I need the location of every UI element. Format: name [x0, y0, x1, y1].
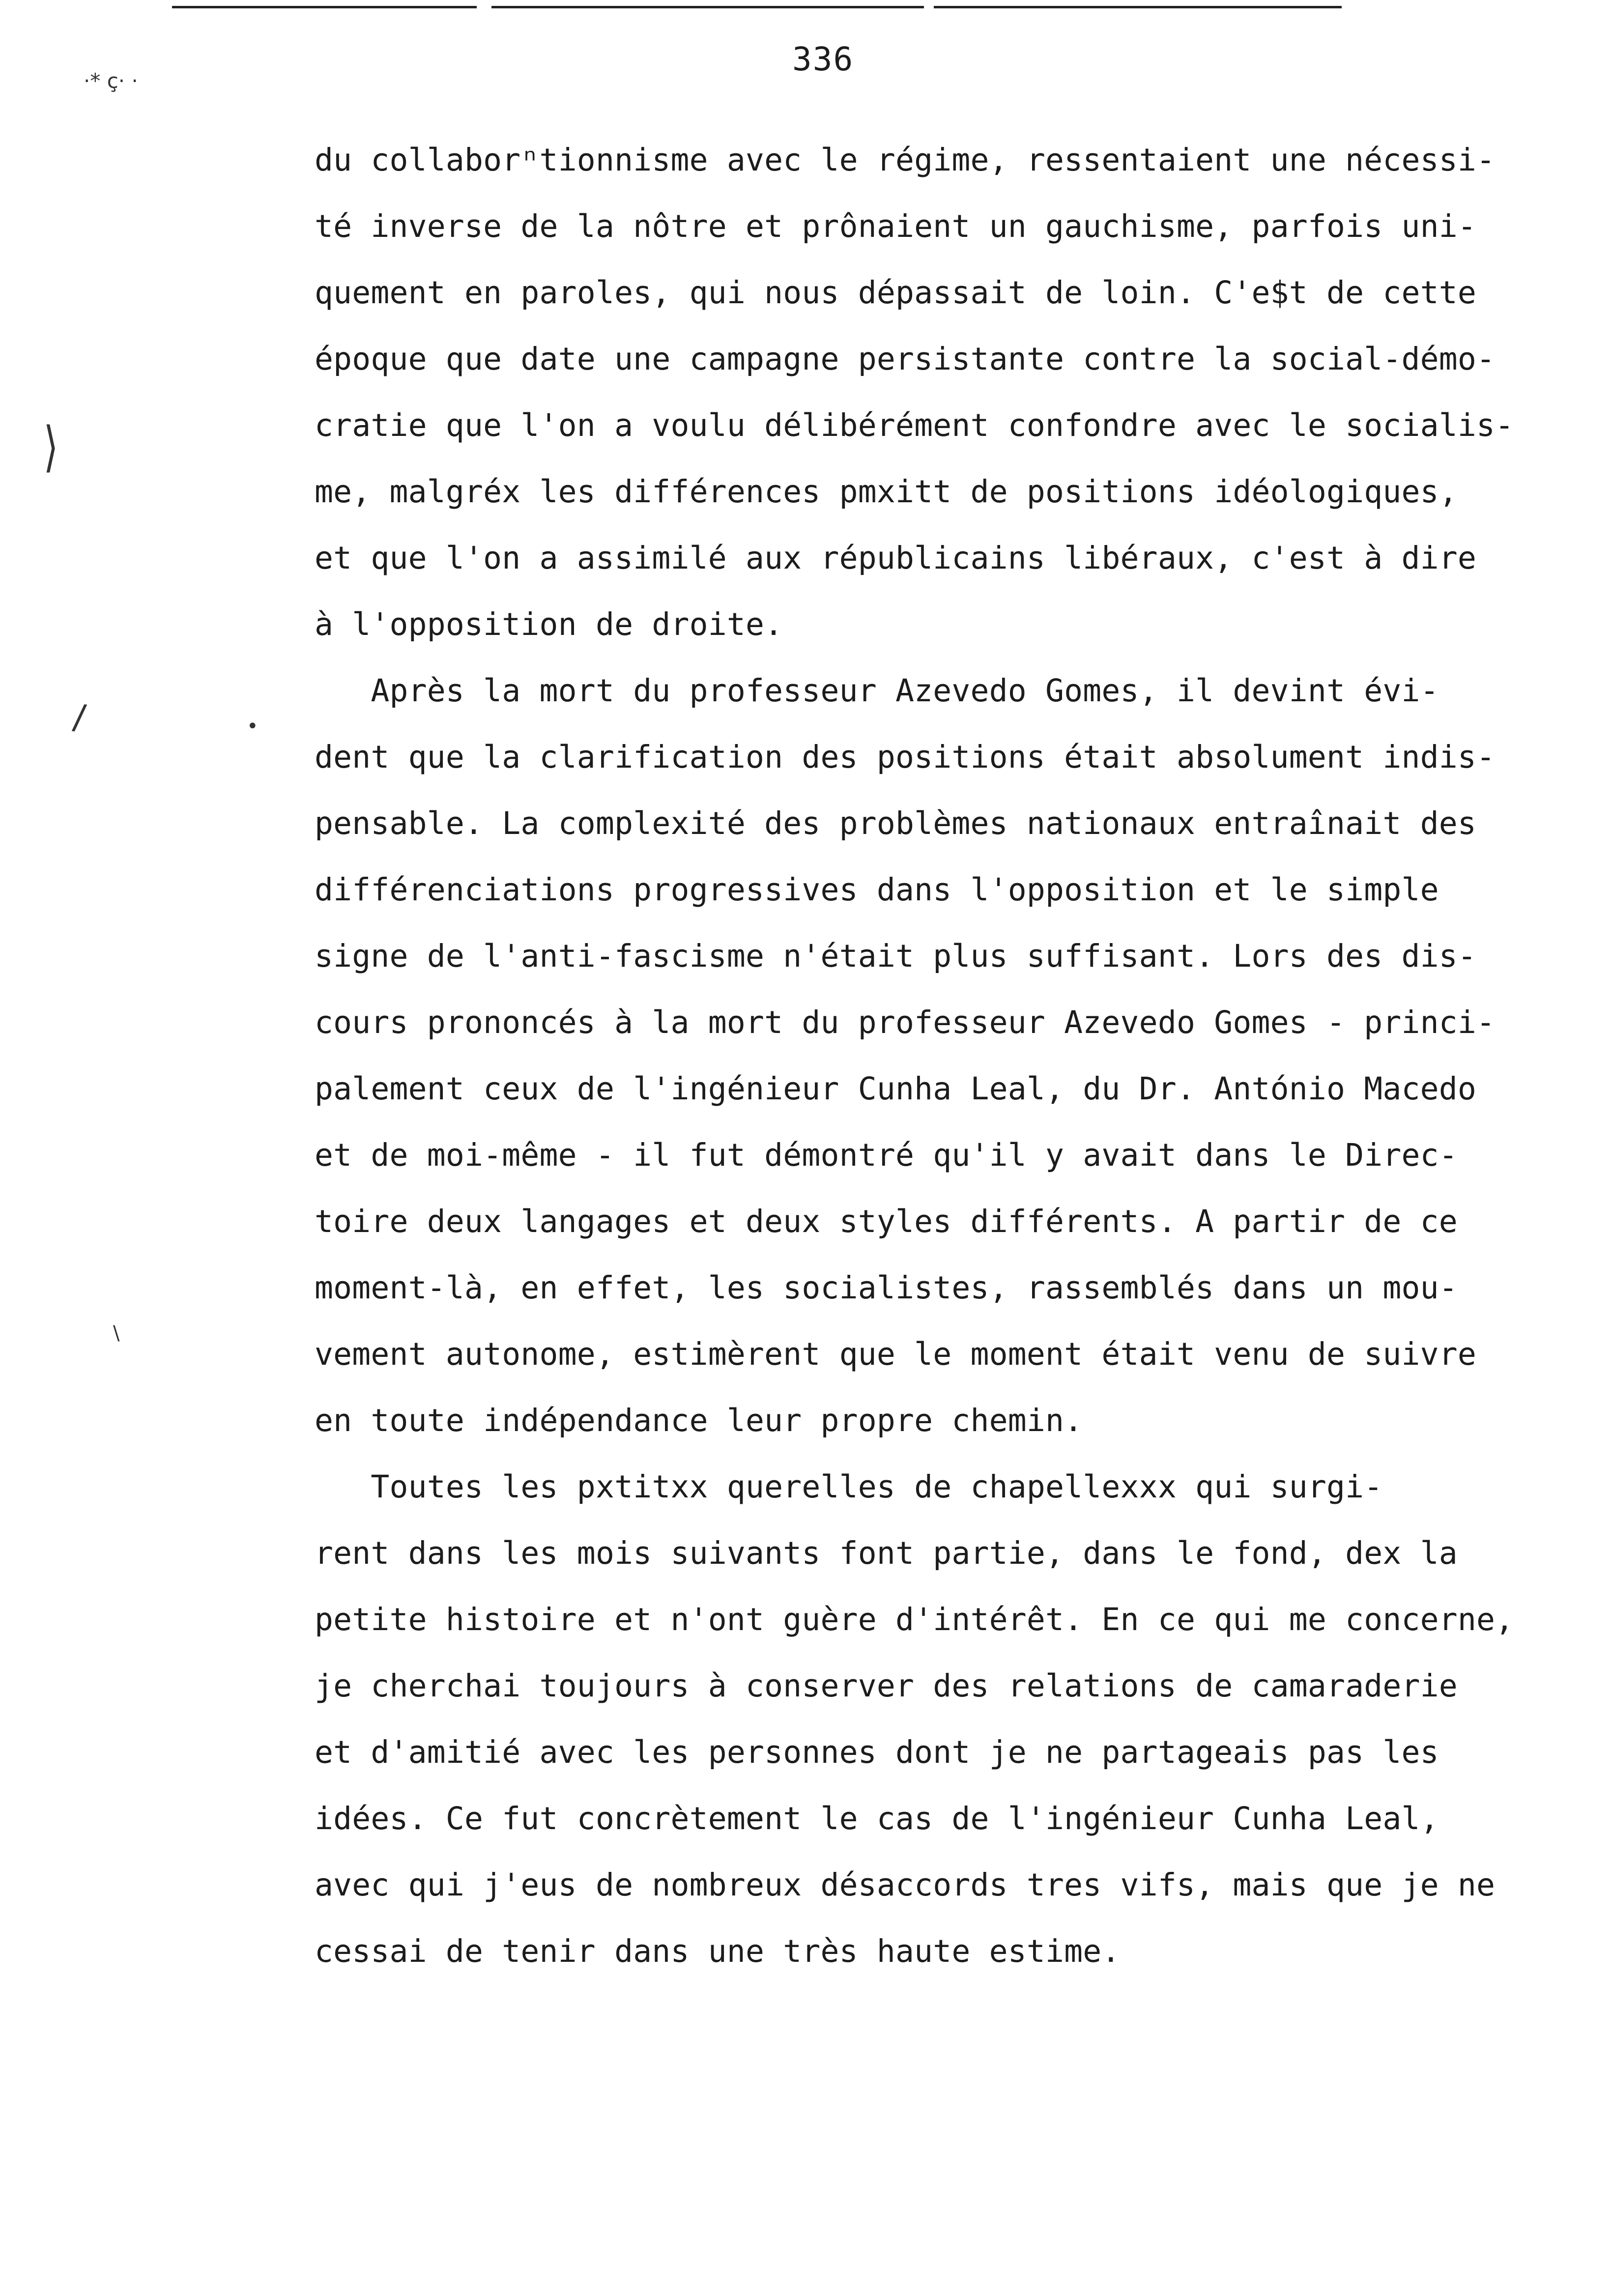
text-line: me, malgréx les différences pmxitt de positions idéologiques,: [315, 474, 1458, 510]
text-line: Après la mort du professeur Azevedo Gomes, il devint évi-: [315, 673, 1439, 709]
text-line: et que l'on a assimilé aux républicains libéraux, c'est à dire: [315, 540, 1477, 576]
text-line: avec qui j'eus de nombreux désaccords tres vifs, mais que je ne: [315, 1867, 1496, 1903]
text-line: et d'amitié avec les personnes dont je ne partageais pas les: [315, 1734, 1439, 1770]
page-number: 336: [792, 40, 854, 78]
text-line: quement en paroles, qui nous dépassait de loin. C'e$t de cette: [315, 275, 1477, 311]
body-text: [315, 127, 1592, 1984]
text-line: du collaborⁿtionnisme avec le régime, ressentaient une nécessi-: [315, 142, 1496, 178]
top-rule-middle: [491, 6, 924, 8]
text-line: vement autonome, estimèrent que le moment était venu de suivre: [315, 1336, 1477, 1372]
margin-mark-paren: ⟩: [43, 415, 58, 478]
top-rule-right: [934, 6, 1342, 8]
text-line: petite histoire et n'ont guère d'intérêt. En ce qui me concerne,: [315, 1602, 1514, 1637]
text-line: cratie que l'on a voulu délibérément confondre avec le socialis-: [315, 407, 1514, 443]
text-line: cours prononcés à la mort du professeur Azevedo Gomes - princi-: [315, 1004, 1496, 1040]
text-line: pensable. La complexité des problèmes nationaux entraînait des: [315, 805, 1477, 841]
text-line: moment-là, en effet, les socialistes, rassemblés dans un mou-: [315, 1270, 1458, 1306]
text-line: té inverse de la nôtre et prônaient un gauchisme, parfois uni-: [315, 208, 1477, 244]
margin-mark-top-left: ·* ç· ·: [84, 69, 138, 93]
top-rule-left: [172, 6, 477, 8]
text-line: cessai de tenir dans une très haute estime.: [315, 1933, 1121, 1969]
text-line: en toute indépendance leur propre chemin.: [315, 1403, 1083, 1438]
text-line: dent que la clarification des positions était absolument indis-: [315, 739, 1496, 775]
text-line: palement ceux de l'ingénieur Cunha Leal, du Dr. António Macedo: [315, 1071, 1477, 1107]
text-line: signe de l'anti-fascisme n'était plus suffisant. Lors des dis-: [315, 938, 1477, 974]
margin-mark-dot: •: [247, 715, 259, 738]
text-line: je cherchai toujours à conserver des relations de camaraderie: [315, 1668, 1458, 1704]
margin-mark-tick: \: [113, 1322, 120, 1345]
text-line: à l'opposition de droite.: [315, 606, 783, 642]
text-line: toire deux langages et deux styles différents. A partir de ce: [315, 1204, 1458, 1239]
text-line: Toutes les pxtitxx querelles de chapellexxx qui surgi-: [315, 1469, 1383, 1505]
text-line: et de moi-même - il fut démontré qu'il y avait dans le Direc-: [315, 1137, 1458, 1173]
text-line: différenciations progressives dans l'opposition et le simple: [315, 872, 1439, 908]
text-line: époque que date une campagne persistante contre la social-démo-: [315, 341, 1496, 377]
margin-mark-slash: /: [71, 696, 88, 738]
text-line: idées. Ce fut concrètement le cas de l'ingénieur Cunha Leal,: [315, 1801, 1439, 1837]
text-line: rent dans les mois suivants font partie, dans le fond, dex la: [315, 1535, 1458, 1571]
